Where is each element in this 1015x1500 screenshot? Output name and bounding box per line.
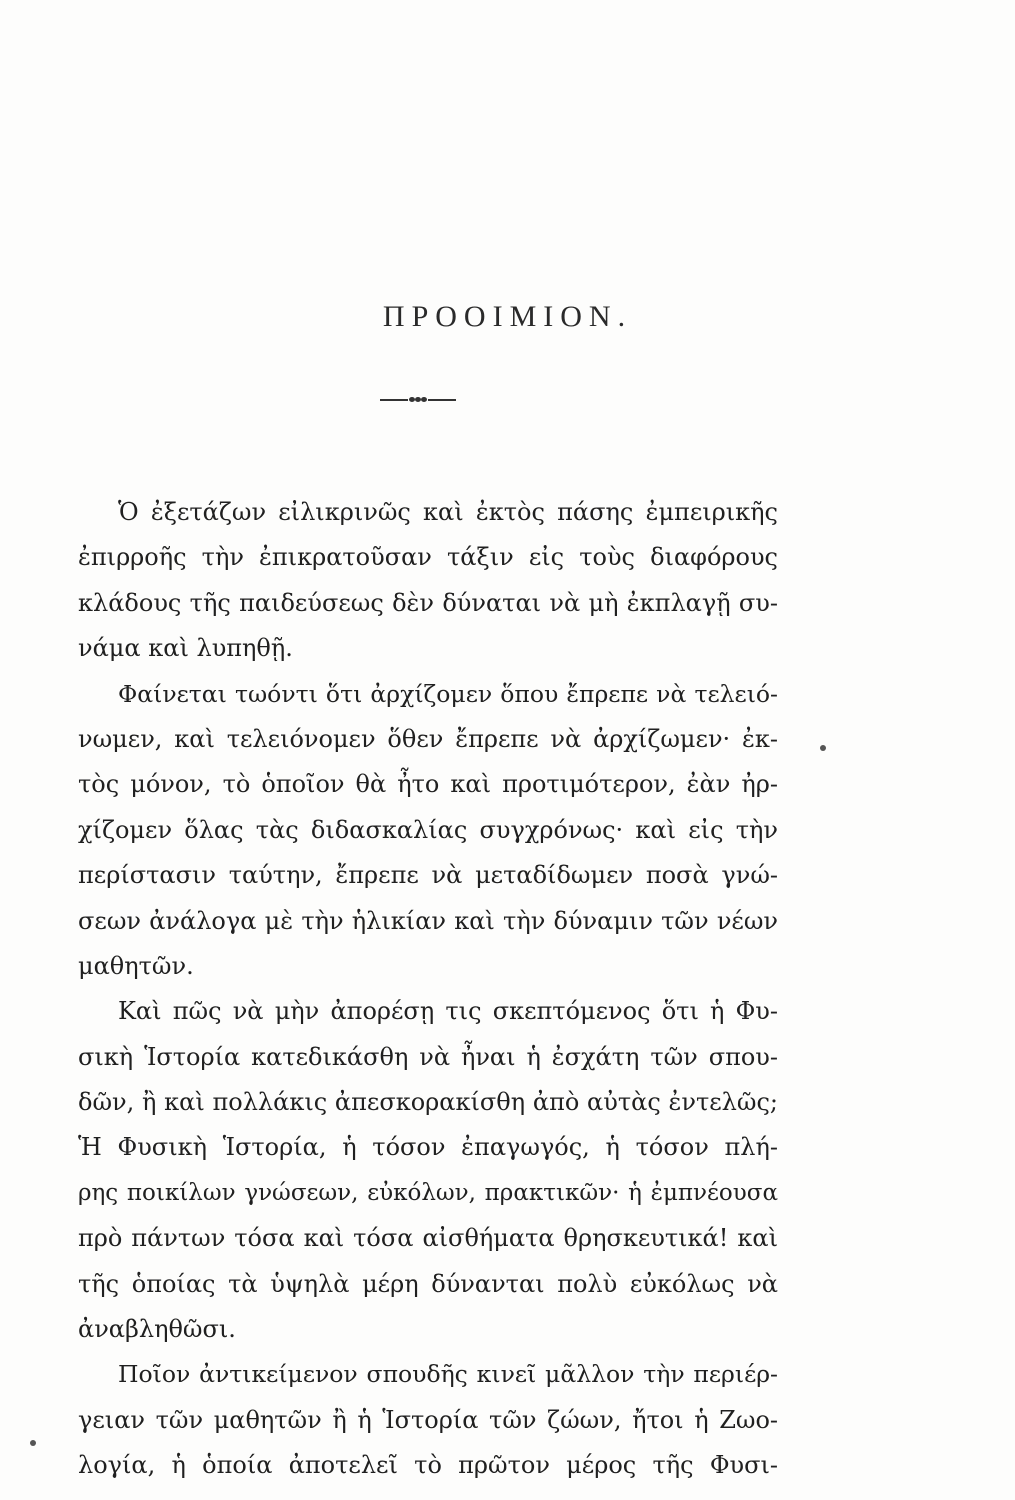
text-line: τῆς ὁποίας τὰ ὑψηλὰ μέρη δύνανται πολὺ εὐκόλως νὰ xyxy=(78,1269,778,1298)
ornament-dot xyxy=(421,397,427,402)
text-line: Φαίνεται τωόντι ὅτι ἀρχίζομεν ὅπου ἔπρεπε νὰ τελειό- xyxy=(118,679,778,708)
ornament-rule-right xyxy=(428,399,456,401)
text-line: ἀναβληθῶσι. xyxy=(78,1315,236,1344)
ink-speck xyxy=(820,745,826,751)
text-line: νάμα καὶ λυπηθῇ. xyxy=(78,634,293,663)
text-line: Ὁ ἐξετάζων εἰλικρινῶς καὶ ἐκτὸς πάσης ἐμπειρικῆς xyxy=(118,498,778,526)
ornament-rule-left xyxy=(380,399,408,401)
text-line: Ἡ Φυσικὴ Ἱστορία, ἡ τόσον ἐπαγωγός, ἡ τόσον πλή- xyxy=(78,1133,778,1162)
text-line: δῶν, ἢ καὶ πολλάκις ἀπεσκορακίσθη ἀπὸ αὐτὰς ἐντελῶς; xyxy=(78,1088,778,1117)
text-line: Ποῖον ἀντικείμενον σπουδῆς κινεῖ μᾶλλον τὴν περιέρ- xyxy=(118,1360,778,1389)
text-line: περίστασιν ταύτην, ἔπρεπε νὰ μεταδίδωμεν ποσὰ γνώ- xyxy=(78,861,778,890)
ink-speck xyxy=(30,1440,36,1446)
page-heading: ΠΡΟΟΙΜΙΟΝ. xyxy=(382,300,633,333)
text-line: πρὸ πάντων τόσα καὶ τόσα αἰσθήματα θρησκευτικά! καὶ xyxy=(78,1224,778,1253)
ornament-divider xyxy=(380,397,456,403)
text-line: κλάδους τῆς παιδεύσεως δὲν δύναται νὰ μὴ ἐκπλαγῇ συ- xyxy=(78,588,778,617)
text-line: σικὴ Ἱστορία κατεδικάσθη νὰ ἦναι ἡ ἐσχάτη τῶν σπου- xyxy=(78,1042,778,1071)
text-line: σεων ἀνάλογα μὲ τὴν ἡλικίαν καὶ τὴν δύναμιν τῶν νέων xyxy=(78,906,778,935)
text-line: ρης ποικίλων γνώσεων, εὐκόλων, πρακτικῶν· ἡ ἐμπνέουσα xyxy=(78,1179,778,1206)
text-line: τὸς μόνον, τὸ ὁποῖον θὰ ἦτο καὶ προτιμότερον, ἐὰν ἠρ- xyxy=(78,770,778,799)
body-text xyxy=(78,490,778,1489)
text-line: Καὶ πῶς νὰ μὴν ἀπορέσῃ τις σκεπτόμενος ὅτι ἡ Φυ- xyxy=(118,997,778,1026)
text-line: μαθητῶν. xyxy=(78,951,194,980)
text-line: χίζομεν ὅλας τὰς διδασκαλίας συγχρόνως· καὶ εἰς τὴν xyxy=(78,815,778,844)
text-line: ἐπιρροῆς τὴν ἐπικρατοῦσαν τάξιν εἰς τοὺς διαφόρους xyxy=(78,543,778,572)
text-line: γειαν τῶν μαθητῶν ἢ ἡ Ἱστορία τῶν ζώων, ἤτοι ἡ Ζωο- xyxy=(78,1405,778,1434)
text-line: λογία, ἡ ὁποία ἀποτελεῖ τὸ πρῶτον μέρος τῆς Φυσι- xyxy=(78,1451,778,1480)
text-line: νωμεν, καὶ τελειόνομεν ὅθεν ἔπρεπε νὰ ἀρχίζωμεν· ἐκ- xyxy=(78,724,778,753)
